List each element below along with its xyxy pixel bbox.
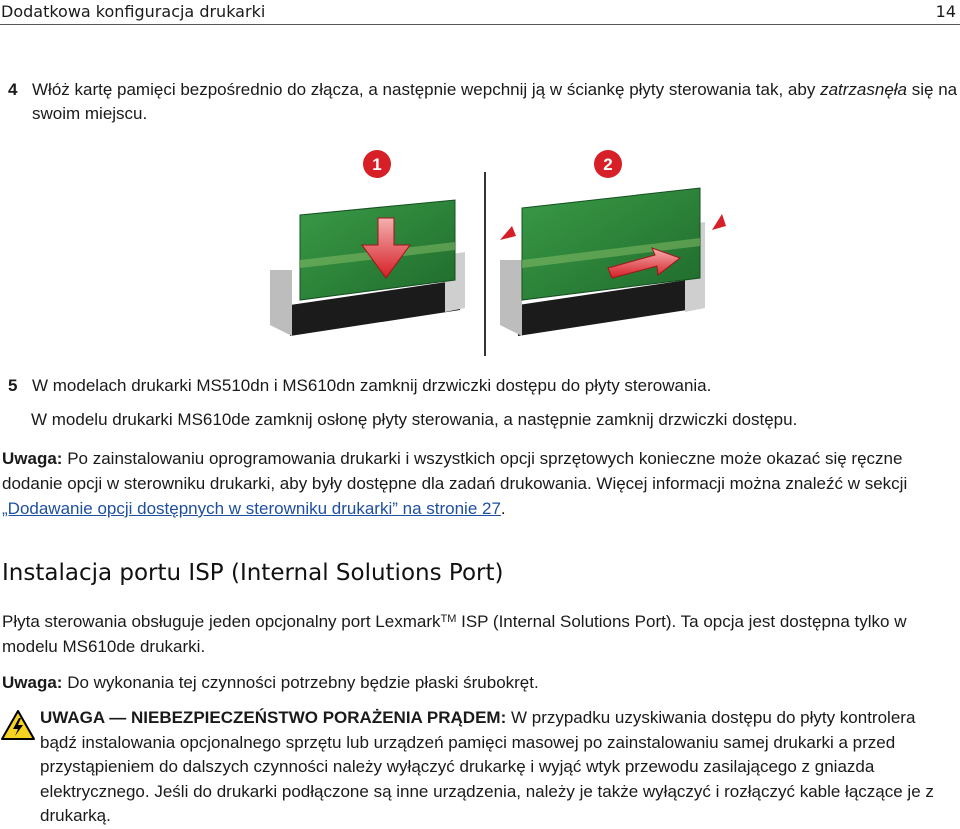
note-label: Uwaga: xyxy=(2,449,63,468)
svg-text:2: 2 xyxy=(603,155,613,174)
warning-paragraph xyxy=(40,706,955,829)
note-paragraph-2 xyxy=(2,670,952,695)
note-end: . xyxy=(500,499,506,518)
callout-1 xyxy=(363,150,391,178)
note-text: Do wykonania tej czynności potrzebny będzie płaski śrubokręt. xyxy=(62,673,539,692)
note-label: Uwaga: xyxy=(2,673,63,692)
paragraph-text-b: ISP (Internal Solutions Port). Ta opcja jest dostępna tylko w modelu MS610de drukarki. xyxy=(2,612,907,656)
warning-label: UWAGA — NIEBEZPIECZEŃSTWO PORAŻENIA PRĄDEM: xyxy=(40,708,507,727)
step-text-emphasis: zatrzasnęła xyxy=(820,80,908,99)
note-paragraph xyxy=(2,446,952,521)
electric-shock-warning-icon xyxy=(0,709,36,741)
memory-card-illustration xyxy=(260,140,740,362)
cross-reference-link[interactable]: „Dodawanie opcji dostępnych w sterowniku drukarki” na stronie 27 xyxy=(2,499,501,518)
page-number: 14 xyxy=(935,2,956,21)
paragraph-text-a: Płyta sterowania obsługuje jeden opcjonalny port Lexmark xyxy=(2,612,441,631)
callout-2 xyxy=(594,150,622,178)
panel-2 xyxy=(500,188,726,336)
step-text-b: się na swoim miejscu. xyxy=(32,80,958,123)
step-number: 5 xyxy=(8,376,18,395)
panel-1 xyxy=(270,200,465,336)
trademark-mark: TM xyxy=(440,613,457,625)
header-title: Dodatkowa konfiguracja drukarki xyxy=(1,2,266,21)
step-5-subtext: W modelu drukarki MS610de zamknij osłonę płyty sterowania, a następnie zamknij drzwiczki dostępu. xyxy=(31,410,798,429)
section-paragraph xyxy=(2,607,952,659)
page-header xyxy=(0,0,960,25)
step-number: 4 xyxy=(8,80,18,99)
note-text: Po zainstalowaniu oprogramowania drukarki i wszystkich opcji sprzętowych konieczne może okazać się ręczne dodanie opcji w sterowniku drukarki, aby były dostępne dla zadań drukowania. Więcej informacji można znaleźć w sekcji xyxy=(2,449,908,493)
step-text-a: Włóż kartę pamięci bezpośrednio do złącza, a następnie wepchnij ją w ściankę płyty sterowania tak, aby xyxy=(32,80,821,99)
step-text: W modelach drukarki MS510dn i MS610dn zamknij drzwiczki dostępu do płyty sterowania. xyxy=(32,376,712,395)
svg-text:1: 1 xyxy=(372,155,382,174)
section-heading: Instalacja portu ISP (Internal Solutions Port) xyxy=(2,560,504,586)
step-text xyxy=(32,78,960,126)
warning-text: W przypadku uzyskiwania dostępu do płyty kontrolera bądź instalowania opcjonalnego sprzętu lub urządzeń pamięci masowej po zainstalowaniu samej drukarki a przed przystąpieniem do dalszych czynności należy wyłączyć drukarkę i wyjąć wtyk przewodu zasilającego z gniazda elektrycznego. Jeśli do drukarki podłączone są inne urządzenia, należy je także wyłączyć i rozłączyć kable łączące je z drukarką. xyxy=(40,708,934,825)
